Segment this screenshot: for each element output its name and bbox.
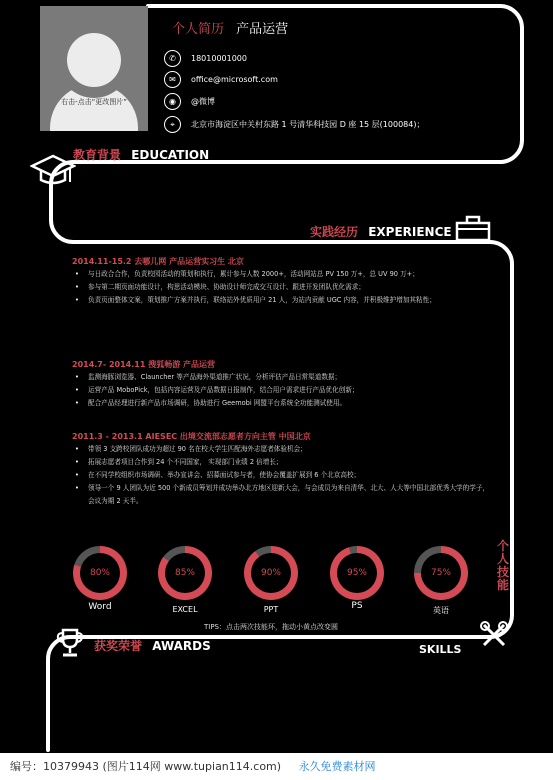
list-item: • 参与第二期页面功能设计，构思活动模块、协助设计师完成交互设计、跟进开发团队优化需求； [72, 281, 492, 294]
skill-label-ppt: PPT [263, 605, 279, 614]
skill-percent: 75% [421, 553, 461, 593]
list-item: • 负责页面整体文案，策划推广方案并执行，联络站外优质用户 21 人，为站内贡献 UGC 内容，并积极维护增加其粘性； [72, 294, 492, 307]
list-item: • 配合产品经理进行新产品市场调研，协助进行 Geemobi 网盟平台系统全功能测试使用。 [72, 397, 492, 410]
skills-tips: TIPS：点击两次技能环，拖动小黄点改变圆 [204, 623, 339, 631]
skill-label-english: 英语 [433, 606, 449, 615]
job-title: 产品运营 [236, 22, 289, 37]
skill-label-excel: EXCEL [172, 605, 198, 614]
experience-entry-3-list [72, 443, 492, 508]
skill-percent: 90% [251, 553, 291, 593]
address-text: 北京市海淀区中关村东路 1 号清华科技园 D 座 15 层(100084)； [191, 120, 425, 129]
education-en: EDUCATION [131, 148, 210, 162]
list-item: • 监测海豚浏览器、Clauncher 等产品海外渠道推广状况，分析评估产品日常渠道数据； [72, 371, 492, 384]
awards-heading [94, 637, 211, 654]
graduation-cap-icon [30, 153, 76, 189]
awards-en: AWARDS [152, 639, 211, 653]
skills-heading: SKILLS [419, 643, 462, 656]
toolbox-icon [455, 214, 491, 242]
skill-percent: 95% [337, 553, 377, 593]
contact-phone [164, 50, 247, 67]
tools-icon [478, 619, 510, 651]
location-icon: ⌖ [164, 116, 181, 133]
contact-weibo [164, 93, 215, 110]
phone-text: 18010001000 [191, 54, 247, 63]
watermark-footer [0, 753, 553, 780]
trophy-icon [55, 627, 85, 659]
avatar-icon [40, 6, 148, 131]
experience-entry-2-title: 2014.7- 2014.11 搜狐畅游 产品运营 [72, 360, 215, 369]
list-item: • 运营产品 MoboPick，包括内容运营及产品数据日报制作，结合用户需求进行产品优化创新； [72, 384, 492, 397]
weibo-text: @微博 [191, 97, 215, 106]
skill-ring-ppt[interactable] [244, 546, 298, 600]
skill-label-ps: PS [351, 601, 363, 611]
email-text: office@microsoft.com [191, 75, 278, 84]
photo-caption: 右击-点击“更改图片” [61, 98, 127, 106]
skill-ring-excel[interactable] [158, 546, 212, 600]
experience-entry-3-title: 2011.3 - 2013.1 AIESEC 出境交流部志愿者方向主管 中国北京 [72, 432, 311, 441]
skill-percent: 85% [165, 553, 205, 593]
skill-ring-ps[interactable] [330, 546, 384, 600]
list-item: • 拓展志愿者项目合作到 24 个不同国家， 实现部门业绩 2 倍增长； [72, 456, 492, 469]
education-heading [73, 146, 209, 163]
weibo-icon: ◉ [164, 93, 181, 110]
experience-cn: 实践经历 [310, 225, 359, 239]
phone-icon: ✆ [164, 50, 181, 67]
skills-side-title: 个人技能 [497, 539, 510, 592]
experience-entry-1-list [72, 268, 492, 307]
experience-entry-1-title: 2014.11-15.2 去哪儿网 产品运营实习生 北京 [72, 257, 244, 266]
contact-address [164, 116, 424, 133]
list-item: • 与日政合合作，负责校园活动的策划和执行，累计参与人数 2000+，活动网站总 PV 150 万+，总 UV 90 万+； [72, 268, 492, 281]
experience-en: EXPERIENCE [368, 225, 452, 239]
resume-label: 个人简历 [172, 22, 225, 37]
footer-slogan: 永久免费素材网 [298, 760, 376, 773]
mail-icon: ✉ [164, 71, 181, 88]
skill-label-word: Word [88, 602, 112, 612]
education-cn: 教育背景 [73, 148, 122, 162]
list-item: • 领导一个 9 人团队为近 500 个新成员筹划并成功举办北方地区迎新大会，与会成员为来自清华、北大、人大等中国北部优秀大学的学子，会议为期 2 天半。 [72, 482, 492, 508]
skill-percent: 80% [80, 553, 120, 593]
skill-ring-english[interactable] [414, 546, 468, 600]
experience-entry-2-list [72, 371, 492, 410]
page-title [172, 18, 288, 37]
skill-ring-word[interactable] [73, 546, 127, 600]
contact-email [164, 71, 278, 88]
list-item: • 带领 3 支跨校团队成功为超过 90 名在校大学生匹配海外志愿者体验机会； [72, 443, 492, 456]
profile-photo[interactable] [40, 6, 148, 131]
list-item: • 在不同学校组织市场调研、举办宣讲会、招募面试参与者，使协会覆盖扩展到 6 个北京高校； [72, 469, 492, 482]
awards-cn: 获奖荣誉 [94, 639, 143, 653]
experience-heading [310, 223, 452, 240]
footer-id: 编号：10379943 (图片114网 www.tupian114.com) [10, 760, 282, 773]
